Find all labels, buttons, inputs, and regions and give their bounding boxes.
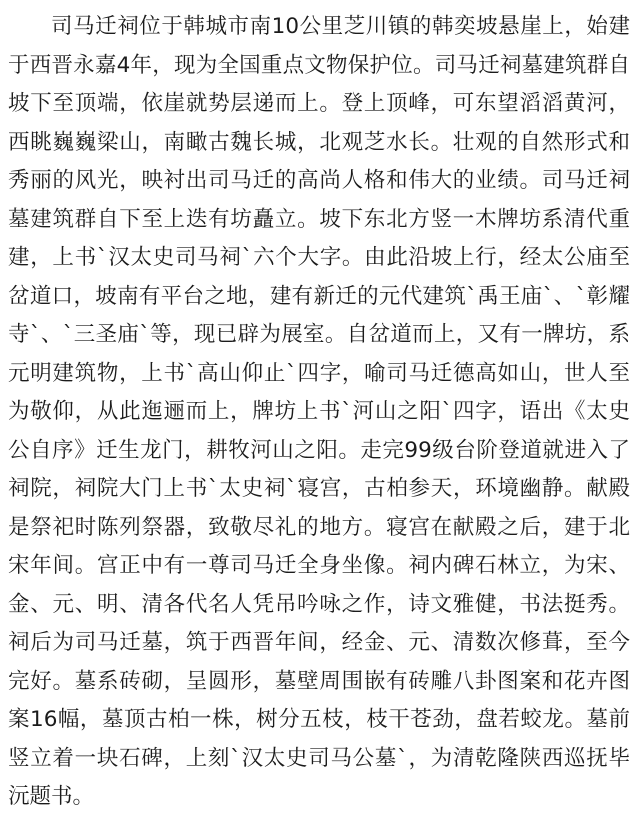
- article-body: [8, 8, 630, 817]
- body-paragraph: 司马迁祠位于韩城市南10公里芝川镇的韩奕坡悬崖上，始建于西晋永嘉4年，现为全国重点文物保护位。司马迁祠墓建筑群自坡下至顶端，依崖就势层递而上。登上顶峰，可东望滔滔黄河，西眺巍巍梁山，南瞰古魏长城，北观芝水长。壮观的自然形式和秀丽的风光，映衬出司马迁的高尚人格和伟大的业绩。司马迁祠墓建筑群自下至上迭有坊矗立。坡下东北方竖一木牌坊系清代重建，上书`汉太史司马祠`六个大字。由此沿坡上行，经太公庙至岔道口，坡南有平台之地，建有新迁的元代建筑`禹王庙`、`彰耀寺`、`三圣庙`等，现已辟为展室。自岔道而上，又有一牌坊，系元明建筑物，上书`高山仰止`四字，喻司马迁德高如山，世人至为敬仰，从此迤逦而上，牌坊上书`河山之阳`四字，语出《太史公自序》迁生龙门，耕牧河山之阳。走完99级台阶登道就进入了祠院，祠院大门上书`太史祠`寝宫，古柏参天，环境幽静。献殿是祭祀时陈列祭器，致敬尽礼的地方。寝宫在献殿之后，建于北宋年间。宫正中有一尊司马迁全身坐像。祠内碑石林立，为宋、金、元、明、清各代名人凭吊吟咏之作，诗文雅健，书法挺秀。祠后为司马迁墓，筑于西晋年间，经金、元、清数次修葺，至今完好。墓系砖砌，呈圆形，墓壁周围嵌有砖雕八卦图案和花卉图案16幅，墓顶古柏一株，树分五枝，枝干苍劲，盘若蛟龙。墓前竖立着一块石碑，上刻`汉太史司马公墓`，为清乾隆陕西巡抚毕沅题书。: [8, 14, 630, 809]
